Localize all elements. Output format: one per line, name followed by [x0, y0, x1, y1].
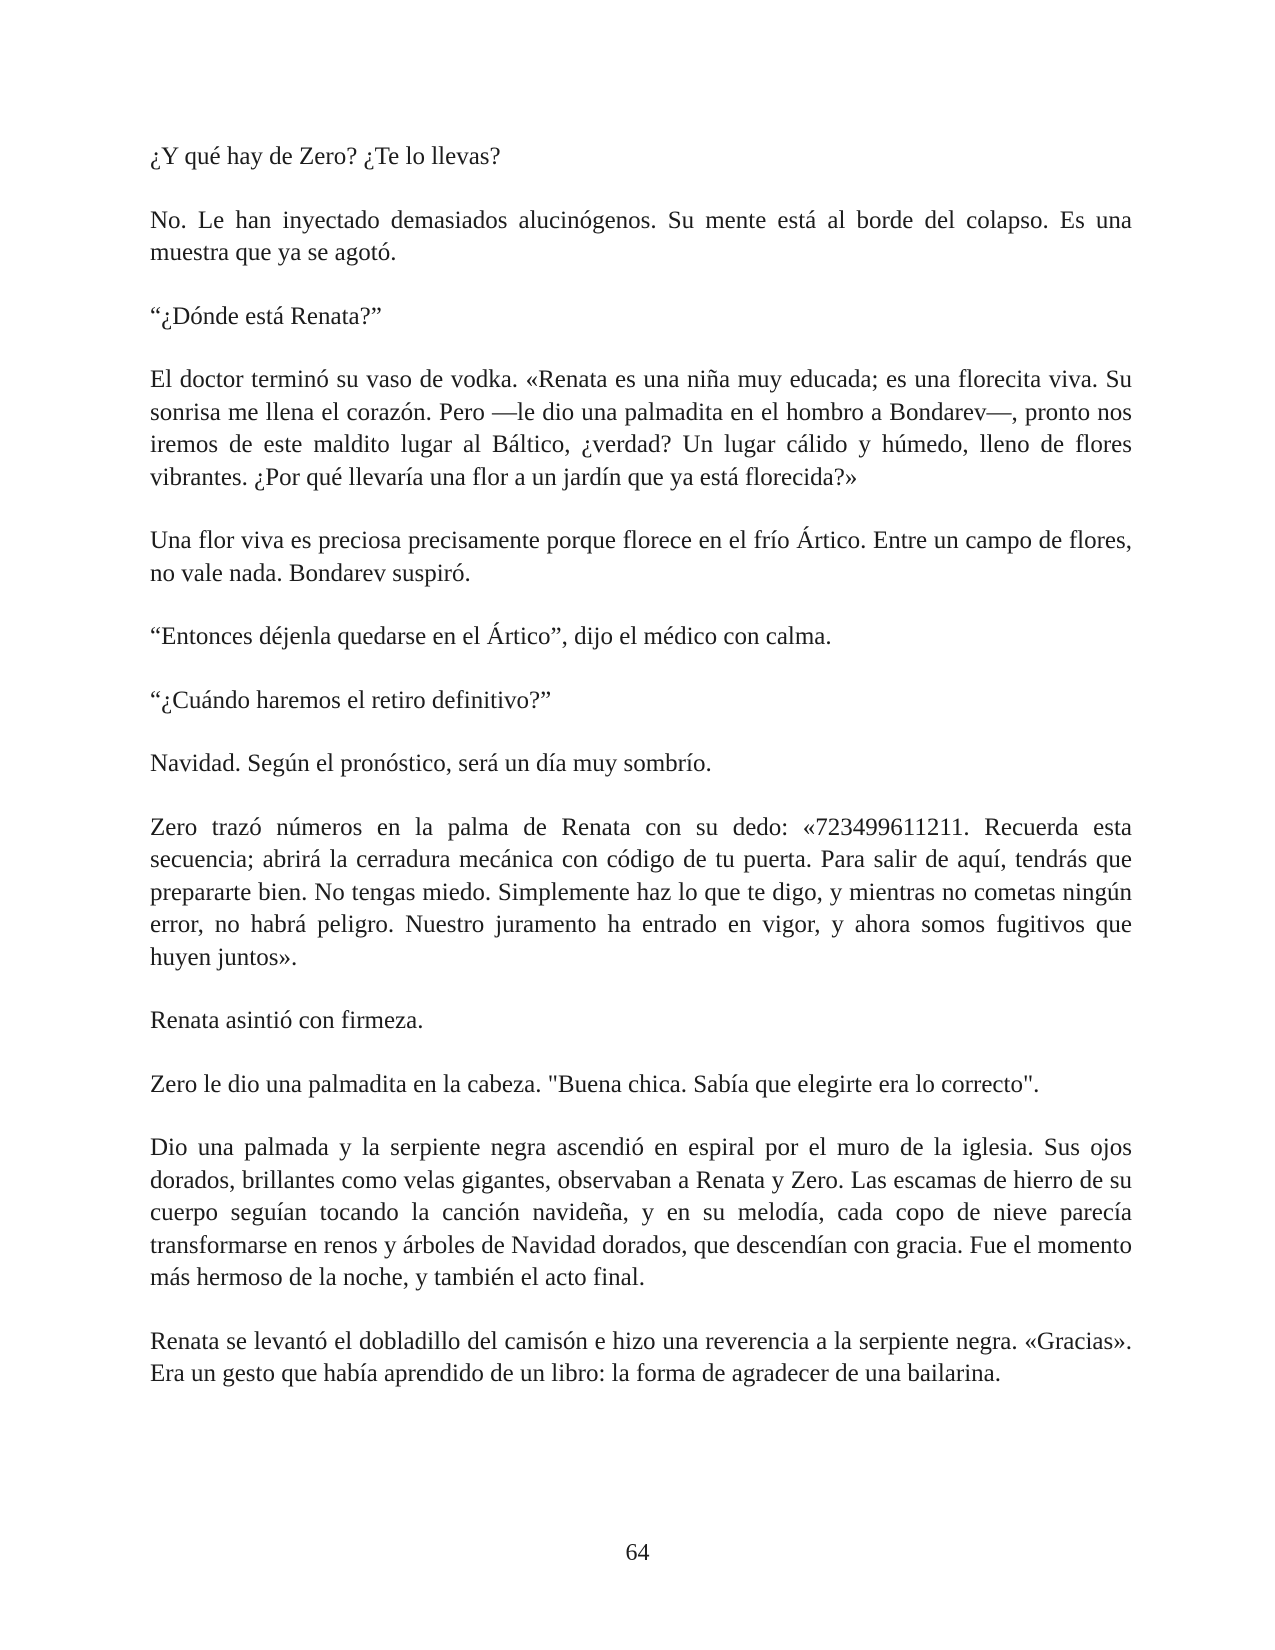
- paragraph: “¿Dónde está Renata?”: [150, 302, 382, 330]
- paragraph: Zero le dio una palmadita en la cabeza. "Buena chica. Sabía que elegirte era lo correcto".: [150, 1070, 1040, 1098]
- paragraph: Renata asintió con firmeza.: [150, 1007, 424, 1034]
- page-number: 64: [625, 1540, 650, 1566]
- paragraph: No. Le han inyectado demasiados alucinógenos. Su mente está al borde del colapso. Es una muestra que ya se agotó.: [150, 206, 1132, 266]
- paragraph: Zero trazó números en la palma de Renata con su dedo: «723499611211. Recuerda esta secuencia; abrirá la cerradura mecánica con código de tu puerta. Para salir de aquí, tendrás que prepararte bien. No tengas miedo. Simplemente haz lo que te digo, y mientras no cometas ningún error, no habrá peligro. Nuestro juramento ha entrado en vigor, y ahora somos fugitivos que huyen juntos».: [150, 813, 1132, 971]
- paragraph: El doctor terminó su vaso de vodka. «Renata es una niña muy educada; es una florecita viva. Su sonrisa me llena el corazón. Pero —le dio una palmadita en el hombro a Bondarev—, pronto nos iremos de este maldito lugar al Báltico, ¿verdad? Un lugar cálido y húmedo, lleno de flores vibrantes. ¿Por qué llevaría una flor a un jardín que ya está florecida?»: [150, 366, 1132, 491]
- paragraph: Dio una palmada y la serpiente negra ascendió en espiral por el muro de la iglesia. Sus ojos dorados, brillantes como velas gigantes, observaban a Renata y Zero. Las escamas de hierro de su cuerpo seguían tocando la canción navideña, y en su melodía, cada copo de nieve parecía transformarse en renos y árboles de Navidad dorados, que descendían con gracia. Fue el momento más hermoso de la noche, y también el acto final.: [150, 1134, 1132, 1291]
- paragraph: Navidad. Según el pronóstico, será un día muy sombrío.: [150, 750, 712, 777]
- paragraph: Una flor viva es preciosa precisamente porque florece en el frío Ártico. Entre un campo de flores, no vale nada. Bondarev suspiró.: [150, 527, 1132, 587]
- paragraph: ¿Y qué hay de Zero? ¿Te lo llevas?: [150, 143, 501, 170]
- paragraph: “¿Cuándo haremos el retiro definitivo?”: [150, 686, 552, 714]
- paragraph: Renata se levantó el dobladillo del camisón e hizo una reverencia a la serpiente negra. «Gracias». Era un gesto que había aprendido de un libro: la forma de agradecer de una bailarina.: [150, 1327, 1132, 1387]
- paragraph: “Entonces déjenla quedarse en el Ártico”, dijo el médico con calma.: [150, 623, 832, 650]
- page-body-text: [150, 141, 1132, 1422]
